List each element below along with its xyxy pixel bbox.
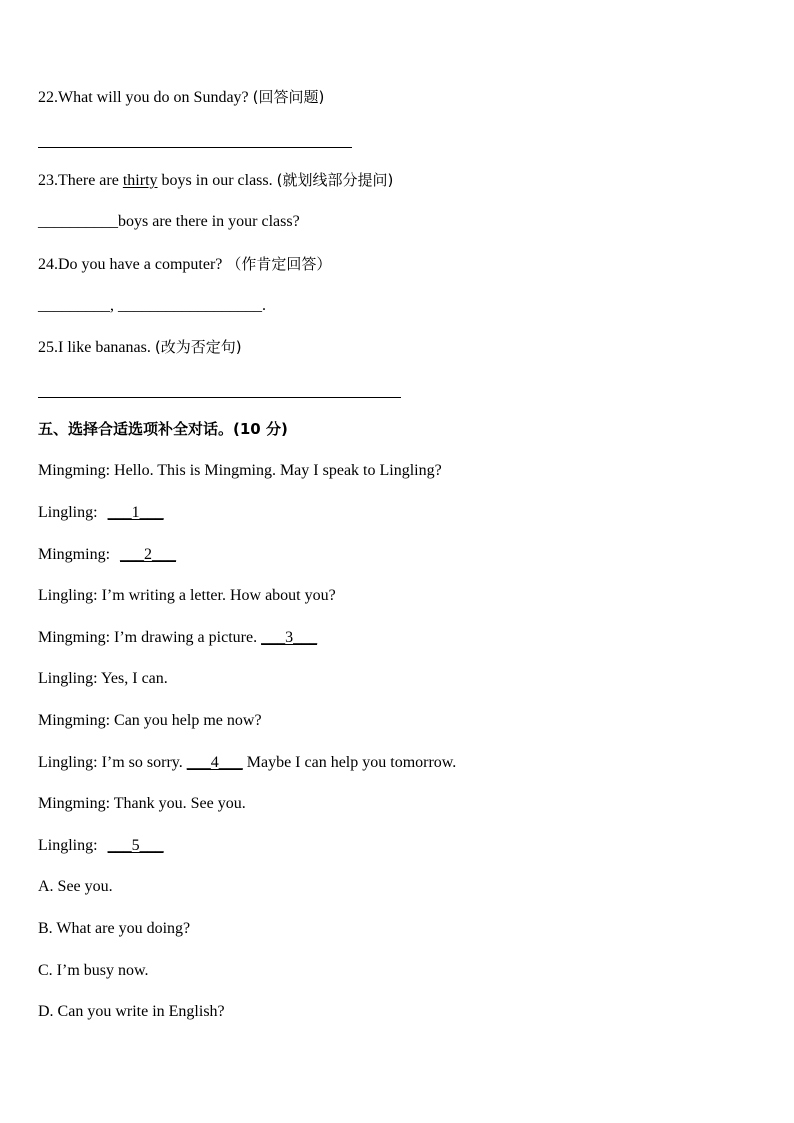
dialogue-line [38, 753, 456, 773]
option-d: D. Can you write in English? [38, 1003, 225, 1020]
dialogue-text: Can you help me now? [110, 712, 262, 729]
dialogue-blank-3[interactable]: ___3___ [261, 629, 318, 646]
option-a: A. See you. [38, 878, 113, 895]
question-25 [38, 337, 242, 358]
dialogue-text: I’m drawing a picture. [110, 629, 262, 646]
dialogue-line [38, 461, 442, 481]
option-b: B. What are you doing? [38, 920, 191, 937]
dialogue-line [38, 794, 246, 814]
answer-23-blank[interactable]: __________ [38, 213, 118, 230]
dialogue-line [38, 545, 176, 565]
dialogue-blank-5[interactable]: ___5___ [107, 837, 164, 854]
speaker: Mingming: [38, 712, 111, 729]
answer-24[interactable] [38, 296, 266, 316]
answer-line-25[interactable] [38, 397, 401, 398]
question-23-pre: 23.There are [38, 172, 123, 189]
section-5-title: 五、选择合适选项补全对话。(10 分) [38, 420, 288, 438]
speaker: Lingling: [38, 504, 98, 521]
speaker: Mingming: [38, 795, 111, 812]
question-23-note: (就划线部分提问) [276, 171, 394, 189]
dialogue-line [38, 628, 317, 648]
dialogue-text: Yes, I can. [97, 670, 168, 687]
question-24-text: 24.Do you have a computer? [38, 256, 227, 273]
question-25-text: 25.I like bananas. [38, 339, 155, 356]
speaker: Lingling: [38, 587, 98, 604]
speaker: Mingming: [38, 462, 111, 479]
dialogue-text: I’m writing a letter. How about you? [97, 587, 336, 604]
question-24-note: （作肯定回答） [226, 255, 332, 273]
dialogue-text: Thank you. See you. [110, 795, 246, 812]
speaker: Mingming: [38, 546, 111, 563]
question-22-note: (回答问题) [252, 88, 325, 106]
dialogue-text: Maybe I can help you tomorrow. [242, 754, 457, 771]
question-23-post: boys in our class. [157, 172, 277, 189]
dialogue-text: I’m so sorry. [97, 754, 187, 771]
speaker: Lingling: [38, 837, 98, 854]
question-22 [38, 87, 324, 108]
dialogue-line [38, 669, 168, 689]
dialogue-text: Hello. This is Mingming. May I speak to Lingling? [110, 462, 442, 479]
option-c: C. I’m busy now. [38, 962, 149, 979]
question-23-underlined-word: thirty [122, 172, 158, 189]
answer-23-rest: boys are there in your class? [118, 213, 300, 230]
dialogue-blank-2[interactable]: ___2___ [120, 546, 177, 563]
speaker: Lingling: [38, 670, 98, 687]
dialogue-line [38, 836, 164, 856]
dialogue-line [38, 586, 336, 606]
answer-line-22[interactable] [38, 147, 352, 148]
question-24 [38, 254, 331, 275]
dialogue-blank-4[interactable]: ___4___ [186, 754, 243, 771]
question-23 [38, 170, 393, 191]
question-22-text: 22.What will you do on Sunday? [38, 89, 253, 106]
answer-24-blank[interactable]: _________, __________________. [38, 297, 266, 314]
answer-23 [38, 212, 300, 232]
speaker: Mingming: [38, 629, 111, 646]
question-25-note: (改为否定句) [154, 338, 242, 356]
dialogue-line [38, 503, 164, 523]
dialogue-line [38, 711, 262, 731]
speaker: Lingling: [38, 754, 98, 771]
dialogue-blank-1[interactable]: ___1___ [107, 504, 164, 521]
